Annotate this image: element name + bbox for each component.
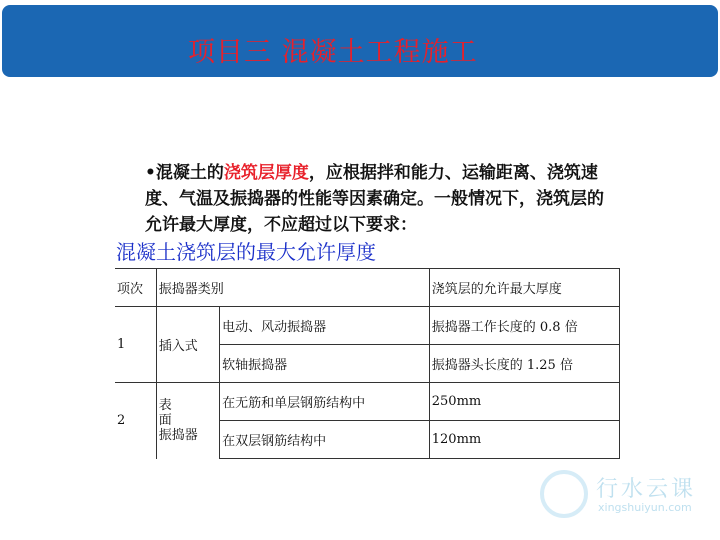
- para-text-1: 混凝土的: [155, 163, 224, 183]
- row2-sub2: 在双层钢筋结构中: [220, 421, 430, 459]
- row2-limit2: 120mm: [429, 421, 619, 459]
- row1-category: 插入式: [156, 307, 219, 383]
- watermark-name: 行水云课: [596, 477, 697, 502]
- row2-sub1: 在无筋和单层钢筋结构中: [220, 383, 430, 421]
- header-category: 振捣器类别: [156, 269, 429, 307]
- thickness-table: [115, 268, 620, 459]
- row2-category: [156, 383, 219, 459]
- watermark: [540, 470, 710, 520]
- row2-no: 2: [115, 383, 156, 459]
- table-row: [115, 383, 620, 421]
- title-banner: [2, 5, 718, 77]
- para-text-2: ，应根据拌和能力、运输距离、浇筑速度、气温及振捣器的性能等因素确定。一般情况下，浇筑层的允许最大厚度，不应超过以下要求：: [145, 163, 604, 235]
- row2-limit1: 250mm: [429, 383, 619, 421]
- table-caption: 混凝土浇筑层的最大允许厚度: [116, 240, 376, 264]
- bullet: •: [145, 163, 156, 183]
- row2-category-line1: 表: [158, 398, 172, 414]
- row1-limit2: 振捣器头长度的 1.25 倍: [429, 345, 619, 383]
- table-row: [115, 307, 620, 345]
- wave-logo-icon: [540, 470, 588, 518]
- header-limit: 浇筑层的允许最大厚度: [429, 269, 619, 307]
- para-highlight: 浇筑层厚度: [223, 163, 309, 183]
- header-no: 项次: [115, 269, 156, 307]
- watermark-url: xingshuiyun.com: [598, 501, 692, 514]
- table-header-row: [115, 269, 620, 307]
- intro-paragraph: [145, 160, 615, 238]
- row1-sub1: 电动、风动振捣器: [220, 307, 430, 345]
- row2-category-line2: 面: [158, 413, 172, 429]
- row1-limit1: 振捣器工作长度的 0.8 倍: [429, 307, 619, 345]
- row2-category-line3: 振捣器: [158, 428, 198, 444]
- row1-sub2: 软轴振捣器: [220, 345, 430, 383]
- row1-no: 1: [115, 307, 156, 383]
- slide-title: 项目三 混凝土工程施工: [188, 37, 478, 68]
